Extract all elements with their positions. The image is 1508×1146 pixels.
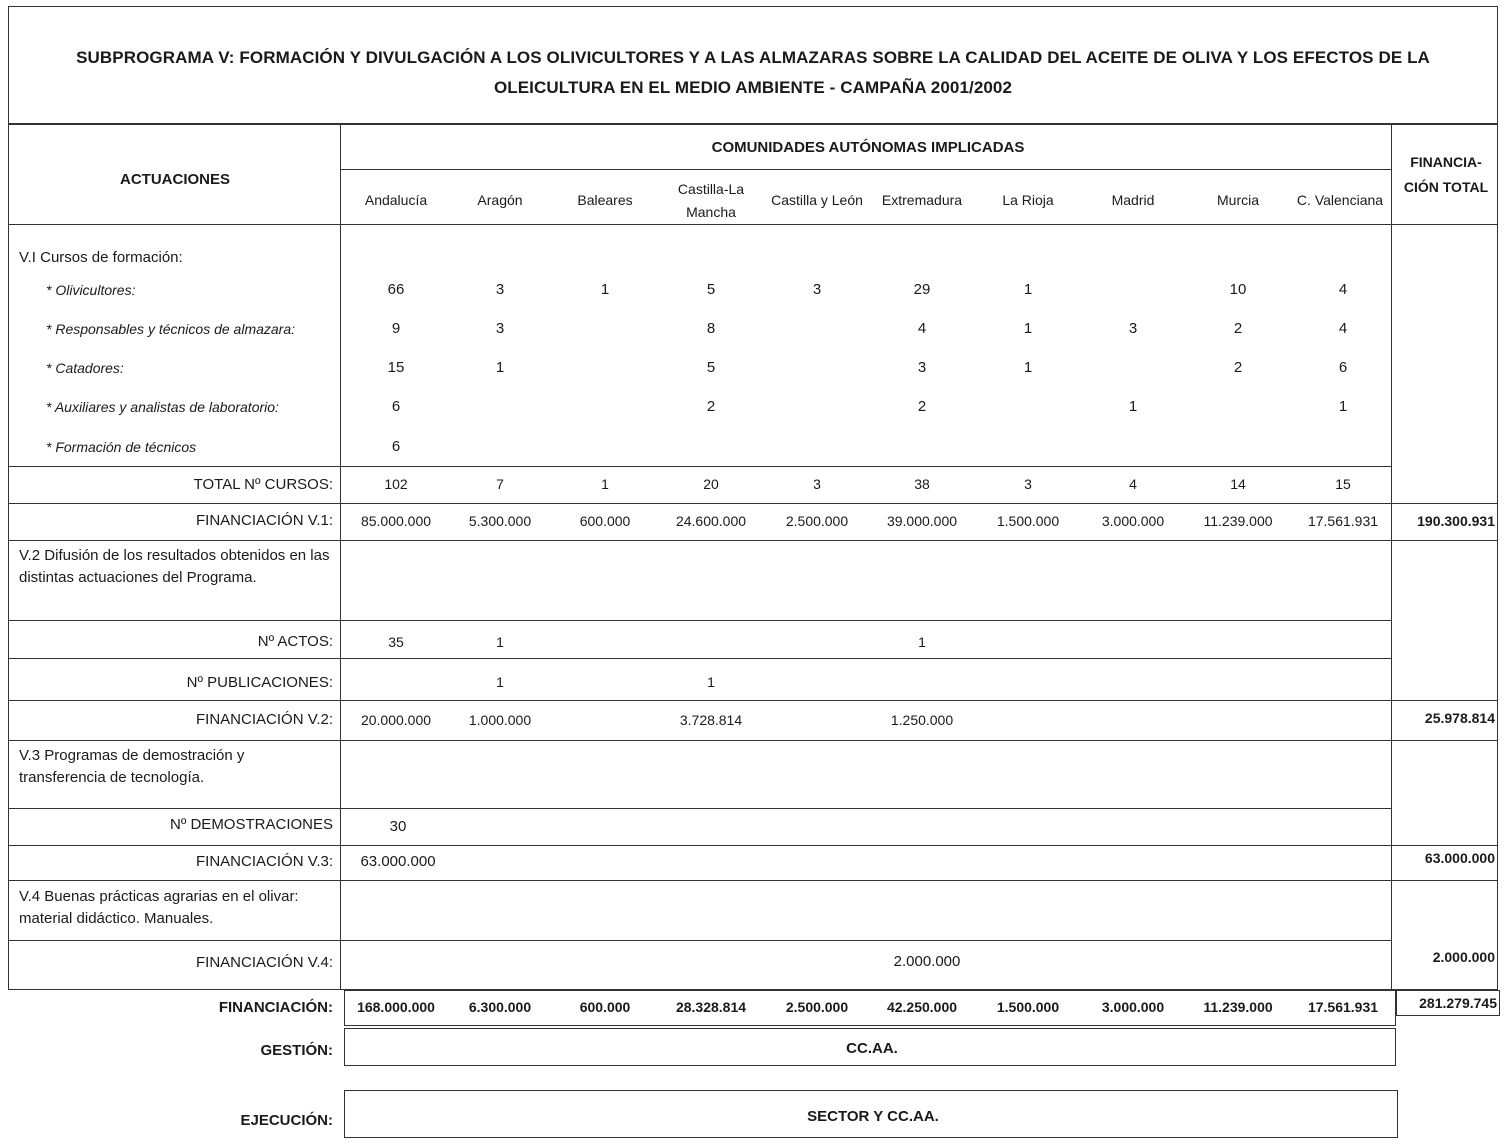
course-row-value: 10 — [1229, 281, 1247, 298]
financiacion-v1-value: 85.000.000 — [360, 513, 432, 529]
financiacion-v1-value: 3.000.000 — [1101, 513, 1165, 529]
financiacion-v1-value: 24.600.000 — [675, 513, 747, 529]
financiacion-total-value: 2.500.000 — [785, 999, 849, 1015]
course-row-value: 66 — [387, 281, 405, 298]
title-line-2: OLEICULTURA EN EL MEDIO AMBIENTE - CAMPAÑA 2001/2002 — [493, 78, 1013, 97]
financiacion-total-value: 600.000 — [579, 999, 631, 1015]
title-box — [8, 6, 1498, 124]
course-row-value: 2 — [706, 398, 716, 415]
region-header: Castilla y León — [771, 192, 863, 208]
course-row-value: 4 — [1338, 320, 1348, 337]
financiacion-v3-bottom-rule — [8, 880, 1498, 881]
header-comunidades: COMUNIDADES AUTÓNOMAS IMPLICADAS — [711, 139, 1025, 156]
total-cursos-value: 3 — [1024, 476, 1032, 492]
course-row-value: 2 — [1233, 359, 1243, 376]
financiacion-v3-top-rule — [8, 845, 1498, 846]
financiacion-v4-label: FINANCIACIÓN V.4: — [196, 954, 333, 971]
total-cursos-value: 14 — [1230, 476, 1246, 492]
header-actuaciones: ACTUACIONES — [119, 171, 231, 188]
total-cursos-top-rule — [8, 466, 1391, 467]
gestion-label: GESTIÓN: — [260, 1042, 333, 1059]
course-row-value: 1 — [600, 281, 610, 298]
course-row-value: 6 — [391, 438, 401, 455]
financiacion-v1-value: 11.239.000 — [1203, 513, 1273, 529]
region-header: Madrid — [1111, 192, 1155, 208]
region-header: C. Valenciana — [1296, 192, 1384, 208]
course-row-value: 1 — [1128, 398, 1138, 415]
section-v1-title: V.I Cursos de formación: — [19, 249, 183, 266]
course-row-value: 29 — [913, 281, 931, 298]
n-actos-value: 35 — [388, 634, 404, 650]
course-row-value: 5 — [706, 281, 716, 298]
financiacion-total-label: FINANCIACIÓN: — [218, 999, 333, 1016]
section-v3-title: V.3 Programas de demostración y transferencia de tecnología. — [19, 747, 245, 786]
financiacion-total-value: 11.239.000 — [1203, 999, 1273, 1015]
course-row-value: 15 — [387, 359, 405, 376]
financiacion-v1-value: 17.561.931 — [1307, 513, 1379, 529]
financiacion-v2-top-rule — [8, 700, 1498, 701]
gestion-value: CC.AA. — [846, 1040, 898, 1057]
financiacion-total-value: 28.328.814 — [675, 999, 747, 1015]
financiacion-v2-total: 25.978.814 — [1424, 710, 1495, 726]
financiacion-total-value: 6.300.000 — [468, 999, 532, 1015]
total-cursos-label: TOTAL Nº CURSOS: — [193, 476, 333, 493]
financiacion-v1-value: 600.000 — [579, 513, 631, 529]
section-v4-title: V.4 Buenas prácticas agrarias en el olivar: material didáctico. Manuales. — [19, 888, 299, 927]
course-row-label: * Catadores: — [46, 360, 124, 376]
total-cursos-value: 20 — [703, 476, 719, 492]
course-row-value: 5 — [706, 359, 716, 376]
actuaciones-column-rule — [340, 124, 341, 990]
course-row-value: 1 — [1023, 320, 1033, 337]
financiacion-v1-total: 190.300.931 — [1417, 513, 1495, 529]
financiacion-v3-value: 63.000.000 — [360, 853, 436, 870]
financiacion-v1-value: 2.500.000 — [785, 513, 849, 529]
region-header: Andalucía — [364, 192, 428, 208]
course-row-value: 9 — [391, 320, 401, 337]
financiacion-total-value: 1.500.000 — [996, 999, 1060, 1015]
financiacion-v1-bottom-rule — [8, 540, 1498, 541]
ejecucion-label: EJECUCIÓN: — [240, 1112, 333, 1129]
total-cursos-value: 1 — [601, 476, 609, 492]
course-row-value: 3 — [1128, 320, 1138, 337]
financiacion-v2-value: 1.000.000 — [468, 712, 532, 728]
n-publicaciones-label: Nº PUBLICACIONES: — [186, 674, 333, 691]
region-header-castilla-la-mancha: Castilla-La — [677, 181, 745, 197]
course-row-value: 6 — [391, 398, 401, 415]
region-header: Aragón — [477, 192, 523, 208]
n-actos-value: 1 — [496, 634, 504, 650]
total-cursos-value: 4 — [1129, 476, 1137, 492]
course-row-value: 3 — [495, 281, 505, 298]
n-publicaciones-value: 1 — [496, 674, 504, 690]
financiacion-v3-total: 63.000.000 — [1424, 850, 1495, 866]
n-demostraciones-top-rule — [8, 808, 1391, 809]
total-column-rule — [1391, 124, 1392, 990]
financiacion-v1-value: 1.500.000 — [996, 513, 1060, 529]
region-header: La Rioja — [1002, 192, 1054, 208]
course-row-value: 3 — [917, 359, 927, 376]
total-cursos-value: 15 — [1335, 476, 1351, 492]
course-row-label: * Responsables y técnicos de almazara: — [46, 321, 296, 337]
total-cursos-value: 7 — [496, 476, 504, 492]
course-row-value: 1 — [1023, 359, 1033, 376]
financiacion-v1-label: FINANCIACIÓN V.1: — [196, 512, 333, 529]
financiacion-v4-top-rule — [8, 940, 1391, 941]
right-edge-rule — [1497, 124, 1498, 990]
financiacion-v2-value: 20.000.000 — [360, 712, 432, 728]
course-row-value: 1 — [495, 359, 505, 376]
financiacion-v1-value: 5.300.000 — [468, 513, 532, 529]
ejecucion-value: SECTOR Y CC.AA. — [807, 1108, 939, 1125]
course-row-value: 6 — [1338, 359, 1348, 376]
n-demostraciones-label: Nº DEMOSTRACIONES — [170, 816, 333, 833]
n-actos-top-rule — [8, 620, 1391, 621]
course-row-value: 1 — [1023, 281, 1033, 298]
page-title — [9, 43, 1497, 103]
course-row-value: 1 — [1338, 398, 1348, 415]
financiacion-v4-value: 2.000.000 — [893, 953, 961, 970]
header-financiacion-total-2: CIÓN TOTAL — [1403, 179, 1489, 195]
total-cursos-value: 38 — [914, 476, 930, 492]
financiacion-v2-bottom-rule — [8, 740, 1498, 741]
total-cursos-value: 3 — [813, 476, 821, 492]
financiacion-v2-value: 3.728.814 — [679, 712, 743, 728]
financiacion-total-value: 42.250.000 — [886, 999, 958, 1015]
n-publicaciones-top-rule — [8, 658, 1391, 659]
financiacion-v2-label: FINANCIACIÓN V.2: — [196, 711, 333, 728]
financiacion-v3-label: FINANCIACIÓN V.3: — [196, 853, 333, 870]
course-row-value: 8 — [706, 320, 716, 337]
n-actos-value: 1 — [918, 634, 926, 650]
header-bottom-rule — [8, 224, 1498, 225]
region-header-castilla-la-mancha-line2: Mancha — [686, 204, 736, 220]
financiacion-total-value: 3.000.000 — [1101, 999, 1165, 1015]
region-header: Murcia — [1216, 192, 1260, 208]
financiacion-v4-total: 2.000.000 — [1432, 949, 1495, 965]
region-header: Baleares — [577, 192, 633, 208]
n-actos-label: Nº ACTOS: — [257, 633, 333, 650]
financiacion-v1-top-rule — [8, 503, 1498, 504]
course-row-label: * Auxiliares y analistas de laboratorio: — [46, 399, 279, 415]
course-row-value: 3 — [812, 281, 822, 298]
n-publicaciones-value: 1 — [707, 674, 715, 690]
course-row-label: * Olivicultores: — [46, 282, 136, 298]
financiacion-total-value: 17.561.931 — [1307, 999, 1379, 1015]
course-row-value: 2 — [917, 398, 927, 415]
course-row-value: 3 — [495, 320, 505, 337]
title-line-1: SUBPROGRAMA V: FORMACIÓN Y DIVULGACIÓN A LOS OLIVICULTORES Y A LAS ALMAZARAS SOBRE LA CALIDAD DEL ACEITE DE OLIVA Y LOS EFECTOS DE LA — [76, 48, 1430, 67]
financiacion-total-value: 168.000.000 — [357, 999, 435, 1015]
region-header: Extremadura — [881, 192, 963, 208]
financiacion-v2-value: 1.250.000 — [890, 712, 954, 728]
header-financiacion-total-1: FINANCIA- — [1410, 154, 1482, 170]
financiacion-v1-value: 39.000.000 — [886, 513, 958, 529]
course-row-value: 2 — [1233, 320, 1243, 337]
comunidades-header-rule — [340, 169, 1391, 170]
total-cursos-value: 102 — [384, 476, 408, 492]
course-row-value: 4 — [917, 320, 927, 337]
financiacion-grand-total: 281.279.745 — [1419, 995, 1497, 1011]
section-v2-title: V.2 Difusión de los resultados obtenidos en las distintas actuaciones del Programa. — [19, 547, 330, 586]
course-row-label: * Formación de técnicos — [46, 439, 197, 455]
n-demostraciones-value: 30 — [389, 818, 407, 835]
course-row-value: 4 — [1338, 281, 1348, 298]
